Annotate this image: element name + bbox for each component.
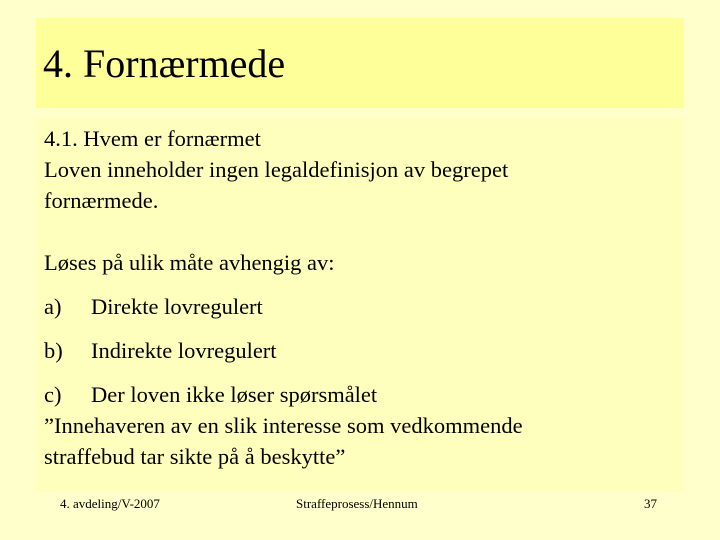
list-marker: b)	[44, 338, 63, 363]
list-item	[44, 335, 674, 366]
list-item-text: Direkte lovregulert	[91, 294, 263, 319]
footer-date: 4. avdeling/V-2007	[60, 496, 160, 511]
paragraph-line: Loven inneholder ingen legaldefinisjon av begrepet	[44, 157, 509, 182]
content-area	[36, 118, 684, 492]
quote-line: ”Innehaveren av en slik interesse som vedkommende	[44, 413, 523, 438]
list-item	[44, 379, 674, 410]
paragraph-line: fornærmede.	[44, 188, 159, 213]
list-marker: a)	[44, 294, 62, 319]
list-marker: c)	[44, 382, 62, 407]
slide-title: 4. Fornærmede	[43, 41, 286, 86]
list-item	[44, 291, 674, 322]
slide-number: 37	[644, 496, 657, 511]
body-text	[44, 123, 674, 472]
list-item-text: Der loven ikke løser spørsmålet	[91, 382, 378, 407]
footer-course: Straffeprosess/Hennum	[296, 496, 418, 511]
list-intro: Løses på ulik måte avhengig av:	[44, 250, 335, 275]
title-area	[36, 18, 684, 108]
list-item-text: Indirekte lovregulert	[91, 338, 277, 363]
section-heading: 4.1. Hvem er fornærmet	[44, 126, 261, 151]
quote-line: straffebud tar sikte på å beskytte”	[44, 444, 346, 469]
